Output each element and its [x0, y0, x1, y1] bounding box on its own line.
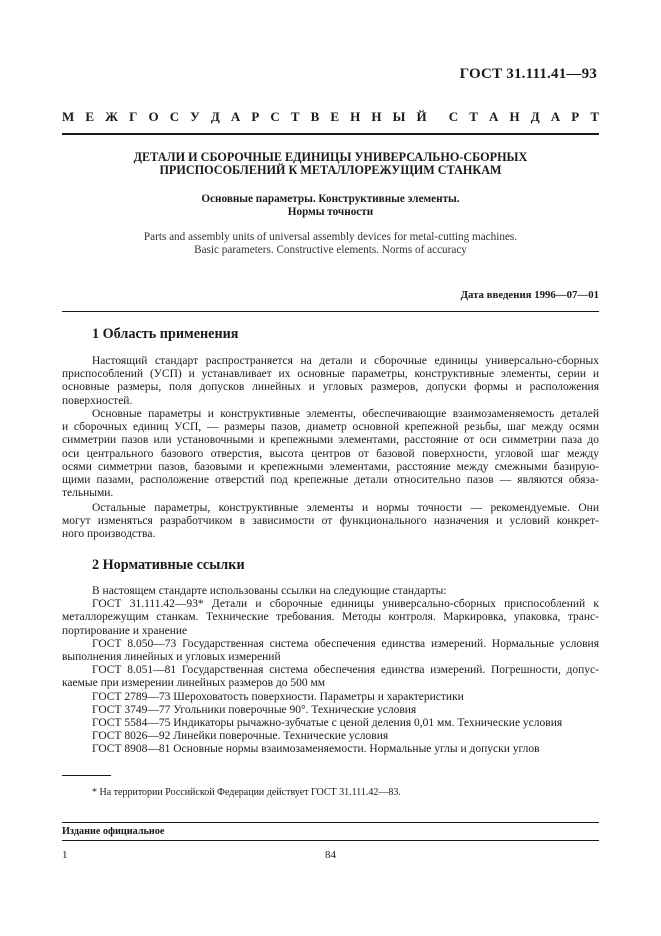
reference-line: ГОСТ 8.050—73 Государственная система обеспечения единства измерений. Нормальные условия	[92, 637, 599, 650]
section-2-heading: 2 Нормативные ссылки	[92, 557, 245, 573]
section-1-paragraph-1	[62, 355, 599, 408]
text-line: Основные параметры и конструктивные элементы, обеспечивающие взаимозаменяемость деталей	[92, 408, 599, 420]
banner-letter: М	[62, 109, 75, 124]
banner-letter: Р	[251, 109, 260, 124]
banner-letter: Т	[290, 109, 300, 124]
text-line: тельными.	[62, 487, 114, 500]
banner-letter: У	[190, 109, 200, 124]
header-rule	[62, 133, 599, 135]
page-number: 84	[325, 849, 336, 861]
banner-letter: Т	[469, 109, 478, 124]
footer-rule-top	[62, 822, 599, 823]
text-line: симметрии пазов или установочными и крепежными элементами, расстояние от оси симметрии паза до	[62, 434, 599, 447]
section-1-paragraph-2	[62, 408, 599, 500]
text-line: осями симметрии пазов, базовыми и крепежными элементами, расстояние между смежными базирую-	[62, 460, 599, 473]
banner-letter: А	[550, 109, 561, 124]
english-title-line-1: Parts and assembly units of universal assembly devices for metal-cutting machines.	[143, 231, 518, 243]
reference-line: металлорежущим станкам. Технические требования. Методы контроля. Маркировка, упаковка, транс-	[62, 611, 599, 624]
banner-letter: О	[148, 109, 159, 124]
reference-line: ГОСТ 8026—92 Линейки поверочные. Технические условия	[92, 730, 389, 743]
document-code: ГОСТ 31.111.41—93	[459, 66, 597, 82]
footer-rule-bottom	[62, 840, 599, 841]
subtitle-line-2: Нормы точности	[287, 206, 374, 218]
reference-line: ГОСТ 8908—81 Основные нормы взаимозаменяемости. Нормальные углы и допуски углов	[92, 743, 540, 756]
reference-line: ГОСТ 8.051—81 Государственная система обеспечения единства измерений. Погрешности, допус-	[92, 664, 599, 677]
banner-letter: Н	[371, 109, 382, 124]
section-1-paragraph-3	[62, 502, 599, 542]
banner-letter: Г	[129, 109, 138, 124]
banner-letter: Е	[85, 109, 95, 124]
banner-letter: Ж	[105, 109, 118, 124]
text-line: поверхностей.	[62, 394, 133, 407]
text-line: приспособлений (УСП) и устанавливает их основные параметры, конструктивные элементы, серии и	[62, 368, 599, 381]
title-line-1: ДЕТАЛИ И СБОРОЧНЫЕ ЕДИНИЦЫ УНИВЕРСАЛЬНО-СБОРНЫХ	[133, 150, 528, 164]
reference-line: выполнения линейных и угловых измерений	[62, 651, 281, 664]
banner-letter: А	[230, 109, 241, 124]
english-title	[62, 231, 599, 256]
subtitle-line-1: Основные параметры. Конструктивные элементы.	[201, 193, 460, 205]
document-title	[62, 151, 599, 177]
banner-letter: Т	[590, 109, 599, 124]
sheet-number: 1	[62, 849, 68, 861]
official-edition-label: Издание официальное	[62, 826, 165, 837]
banner-letter: С	[270, 109, 280, 124]
section-1-heading: 1 Область применения	[92, 326, 239, 342]
text-line: могут изменяться разработчиком в зависимости от функционального назначения и условий конкрет-	[62, 515, 599, 528]
banner-letter: В	[310, 109, 320, 124]
banner-letter: Н	[350, 109, 361, 124]
reference-line: ГОСТ 31.111.42—93* Детали и сборочные единицы универсально-сборных приспособлений к	[92, 598, 599, 611]
text-line: щими пазами, расположение отверстий под крепежные детали относительно пазов — являются обяза-	[62, 474, 599, 487]
banner-letter: С	[169, 109, 180, 124]
banner-letter: Е	[330, 109, 340, 124]
banner-letter: Д	[210, 109, 220, 124]
reference-line: ГОСТ 3749—77 Угольники поверочные 90°. Технические условия	[92, 703, 417, 716]
banner-letter: Й	[416, 109, 427, 124]
reference-line: ГОСТ 5584—75 Индикаторы рычажно-зубчатые с ценой деления 0,01 мм. Технические условия	[92, 717, 563, 730]
interstate-standard-banner	[62, 109, 599, 125]
text-line: оси центрального базового отверстия, высота центров от базовой поверхности, угловой шаг между	[62, 447, 599, 460]
english-title-line-2: Basic parameters. Constructive elements. Norms of accuracy	[194, 243, 467, 256]
reference-line: каемые при измерении линейных размеров до 500 мм	[62, 677, 326, 690]
document-subtitle	[62, 193, 599, 219]
normative-references-list	[62, 585, 599, 757]
reference-line: портирование и хранение	[62, 624, 188, 637]
introduction-date: Дата введения 1996—07—01	[460, 289, 599, 301]
text-line: Остальные параметры, конструктивные элементы и нормы точности — рекомендуемые. Они	[92, 502, 599, 514]
text-line: и сборочных единиц УСП, — размеры пазов, диаметр основной крепежной резьбы, шаг между осями	[62, 421, 599, 434]
banner-letter: Д	[530, 109, 540, 124]
text-line: Настоящий стандарт распространяется на детали и сборочные единицы универсально-сборных	[92, 355, 599, 367]
reference-line: В настоящем стандарте использованы ссылки на следующие стандарты:	[92, 585, 447, 597]
date-rule	[62, 311, 599, 312]
text-line: ного производства.	[62, 528, 156, 541]
banner-letter: Н	[509, 109, 520, 124]
footnote: * На территории Российской Федерации действует ГОСТ 31.111.42—83.	[92, 787, 401, 798]
title-line-2: ПРИСПОСОБЛЕНИЙ К МЕТАЛЛОРЕЖУЩИМ СТАНКАМ	[159, 163, 502, 177]
text-line: основные размеры, поля допусков линейных и угловых размеров, допуски формы и расположения	[62, 381, 599, 394]
reference-line: ГОСТ 2789—73 Шероховатость поверхности. Параметры и характеристики	[92, 690, 464, 703]
banner-letter: А	[489, 109, 499, 124]
banner-letter: С	[448, 109, 459, 124]
banner-letter: Ы	[392, 109, 406, 124]
footnote-rule	[62, 775, 111, 776]
banner-letter: Р	[571, 109, 580, 124]
